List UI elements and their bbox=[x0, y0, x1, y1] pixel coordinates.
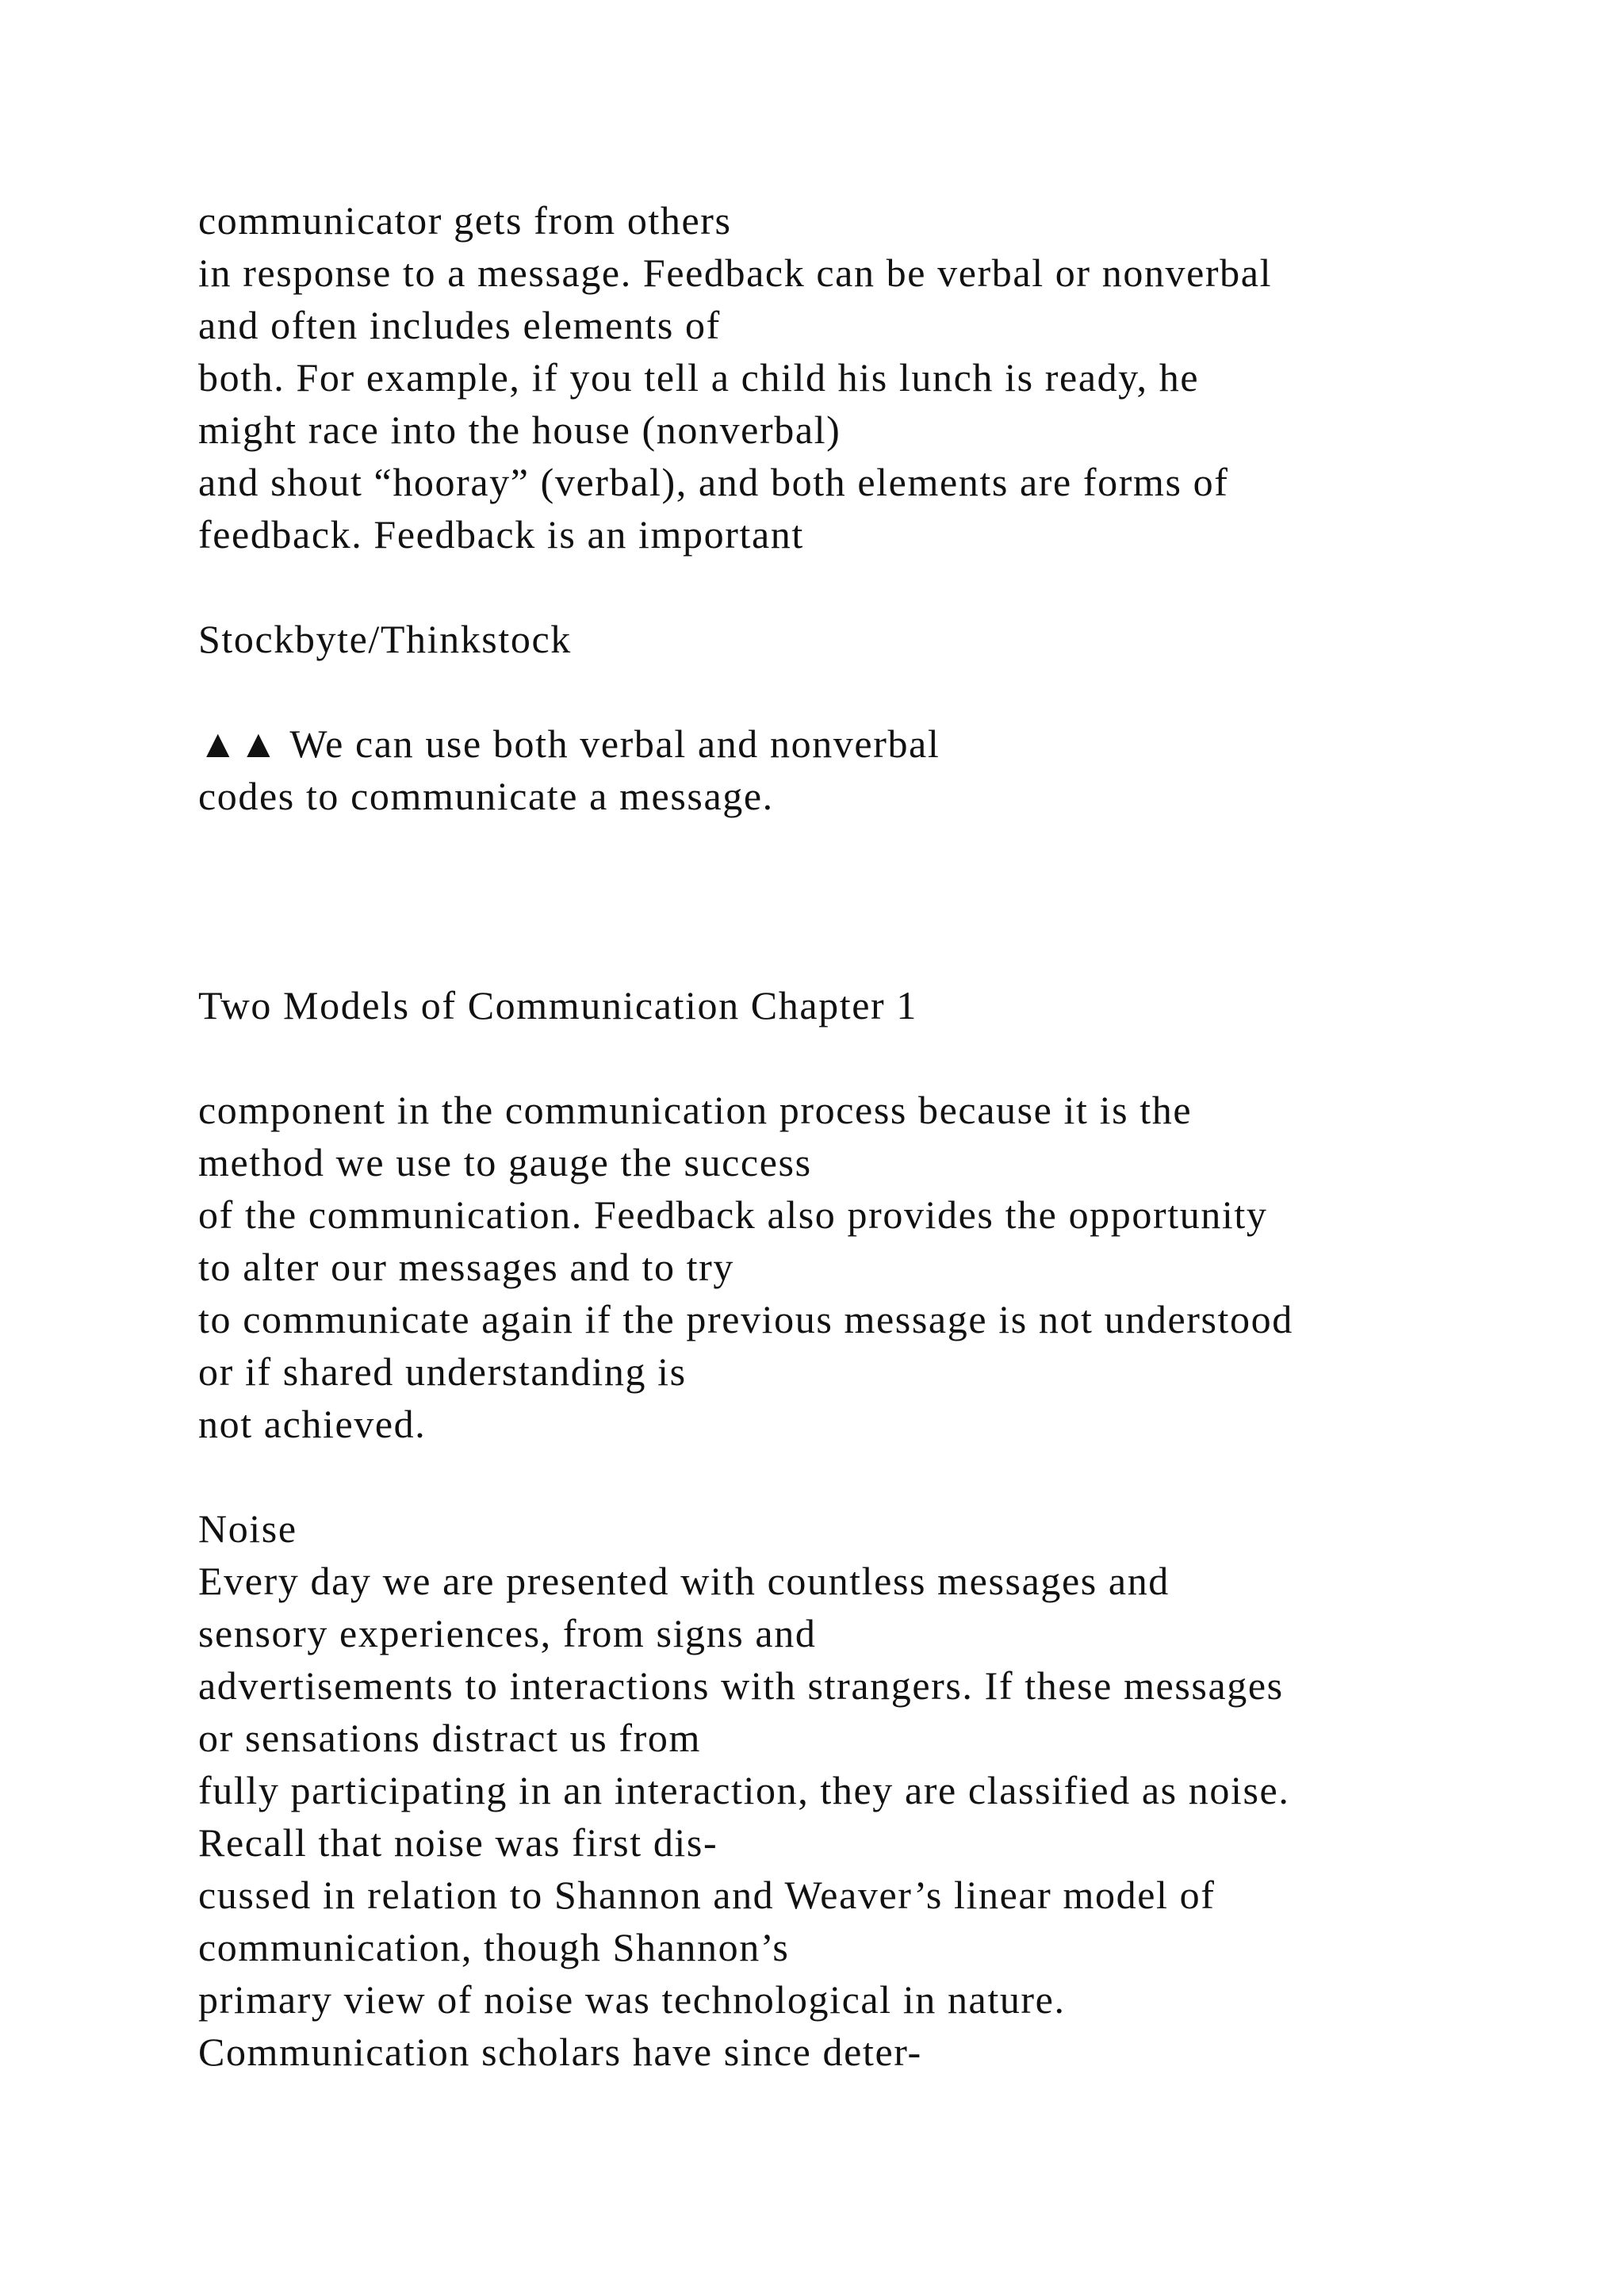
paragraph-spacer bbox=[198, 1031, 1578, 1084]
text-line: in response to a message. Feedback can be verbal or nonverbal bbox=[198, 251, 1273, 295]
document-text bbox=[198, 194, 1578, 2078]
text-line: cussed in relation to Shannon and Weaver’s linear model of bbox=[198, 1873, 1216, 1917]
text-line: communication, though Shannon’s bbox=[198, 1925, 790, 1969]
text-line: Communication scholars have since deter- bbox=[198, 2030, 922, 2074]
text-line: to alter our messages and to try bbox=[198, 1245, 735, 1289]
image-caption bbox=[198, 718, 1578, 822]
text-line: method we use to gauge the success bbox=[198, 1140, 812, 1184]
text-line: fully participating in an interaction, they are classified as noise. bbox=[198, 1768, 1290, 1812]
running-header: Two Models of Communication Chapter 1 bbox=[198, 983, 917, 1027]
feedback-continued-paragraph bbox=[198, 1084, 1578, 1450]
paragraph-spacer bbox=[198, 665, 1578, 718]
text-line: communicator gets from others bbox=[198, 198, 732, 243]
text-line: might race into the house (nonverbal) bbox=[198, 408, 841, 452]
section-spacer bbox=[198, 822, 1578, 979]
text-line: advertisements to interactions with strangers. If these messages bbox=[198, 1663, 1284, 1708]
photo-credit: Stockbyte/Thinkstock bbox=[198, 617, 572, 661]
caption-line: codes to communicate a message. bbox=[198, 774, 774, 818]
text-line: sensory experiences, from signs and bbox=[198, 1611, 817, 1655]
text-line: Recall that noise was first dis- bbox=[198, 1820, 718, 1865]
text-line: both. For example, if you tell a child his lunch is ready, he bbox=[198, 355, 1200, 400]
text-line: and shout “hooray” (verbal), and both elements are forms of bbox=[198, 460, 1229, 504]
text-line: of the communication. Feedback also provides the opportunity bbox=[198, 1192, 1268, 1237]
feedback-paragraph bbox=[198, 194, 1578, 561]
caption-line: ▲▲ We can use both verbal and nonverbal bbox=[198, 721, 940, 766]
text-line: component in the communication process because it is the bbox=[198, 1088, 1193, 1132]
text-line: feedback. Feedback is an important bbox=[198, 512, 804, 557]
text-line: to communicate again if the previous message is not understood bbox=[198, 1297, 1293, 1341]
noise-heading: Noise bbox=[198, 1506, 297, 1551]
text-line: Every day we are presented with countless messages and bbox=[198, 1559, 1170, 1603]
noise-paragraph bbox=[198, 1555, 1578, 2078]
text-line: and often includes elements of bbox=[198, 303, 721, 347]
paragraph-spacer bbox=[198, 561, 1578, 613]
text-line: or if shared understanding is bbox=[198, 1349, 687, 1394]
paragraph-spacer bbox=[198, 1450, 1578, 1502]
text-line: primary view of noise was technological in nature. bbox=[198, 1977, 1066, 2022]
text-line: not achieved. bbox=[198, 1402, 427, 1446]
text-line: or sensations distract us from bbox=[198, 1716, 702, 1760]
